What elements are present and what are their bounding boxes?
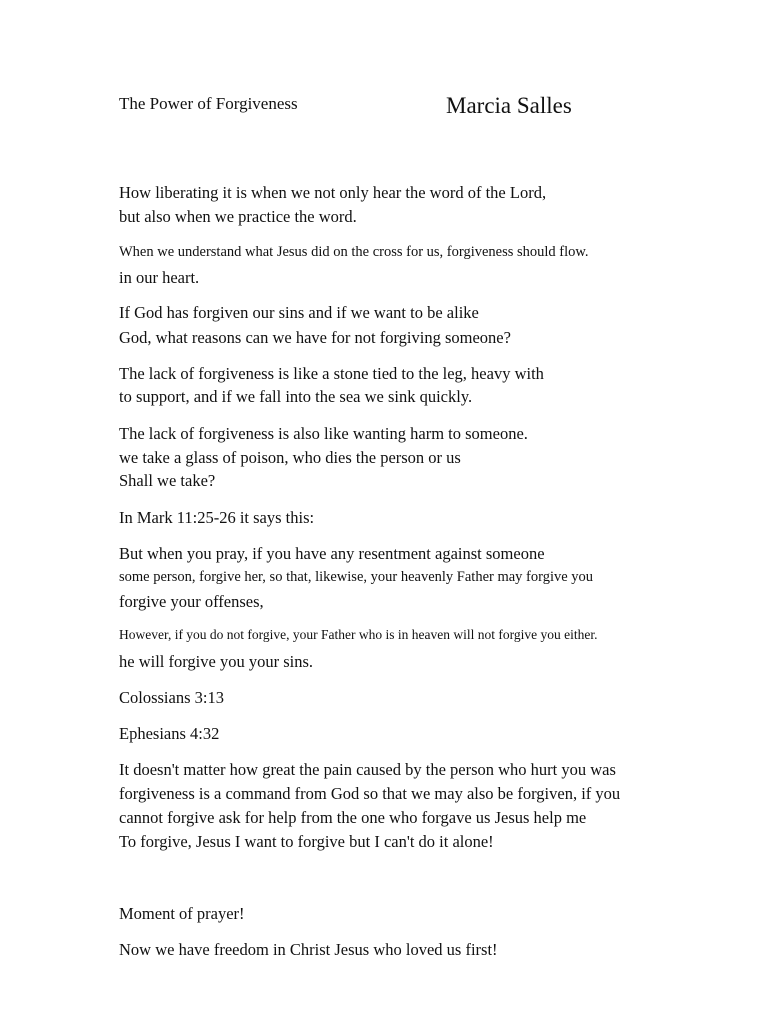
text-line: Now we have freedom in Christ Jesus who loved us first! [119,940,498,959]
text-line: Moment of prayer! [119,904,245,923]
text-line: In Mark 11:25-26 it says this: [119,508,315,527]
text-line: he will forgive you your sins. [119,652,314,671]
text-line: However, if you do not forgive, your Father who is in heaven will not forgive you either. [119,627,598,642]
text-line: forgiveness is a command from God so that we may also be forgiven, if you [119,784,621,803]
text-line: some person, forgive her, so that, likewise, your heavenly Father may forgive you [119,569,594,585]
text-line: forgive your offenses, [119,592,264,611]
text-line: God, what reasons can we have for not forgiving someone? [119,328,511,347]
text-line: Shall we take? [119,471,216,490]
document-title: The Power of Forgiveness [119,94,298,113]
text-line: we take a glass of poison, who dies the person or us [119,448,461,467]
scripture-reference: Colossians 3:13 [119,688,224,707]
text-line: cannot forgive ask for help from the one who forgave us Jesus help me [119,808,587,827]
text-line: To forgive, Jesus I want to forgive but I can't do it alone! [119,832,494,851]
scripture-reference: Ephesians 4:32 [119,724,220,743]
text-line: in our heart. [119,268,200,287]
author-name: Marcia Salles [446,93,572,118]
text-line: If God has forgiven our sins and if we want to be alike [119,303,479,322]
text-line: The lack of forgiveness is also like wanting harm to someone. [119,424,528,443]
text-line: It doesn't matter how great the pain caused by the person who hurt you was [119,760,616,779]
text-line: but also when we practice the word. [119,207,357,226]
text-line: to support, and if we fall into the sea we sink quickly. [119,387,473,406]
text-line: The lack of forgiveness is like a stone tied to the leg, heavy with [119,364,544,383]
text-line: But when you pray, if you have any resentment against someone [119,544,545,563]
text-line: How liberating it is when we not only hear the word of the Lord, [119,183,547,202]
text-line: When we understand what Jesus did on the cross for us, forgiveness should flow. [119,244,589,260]
